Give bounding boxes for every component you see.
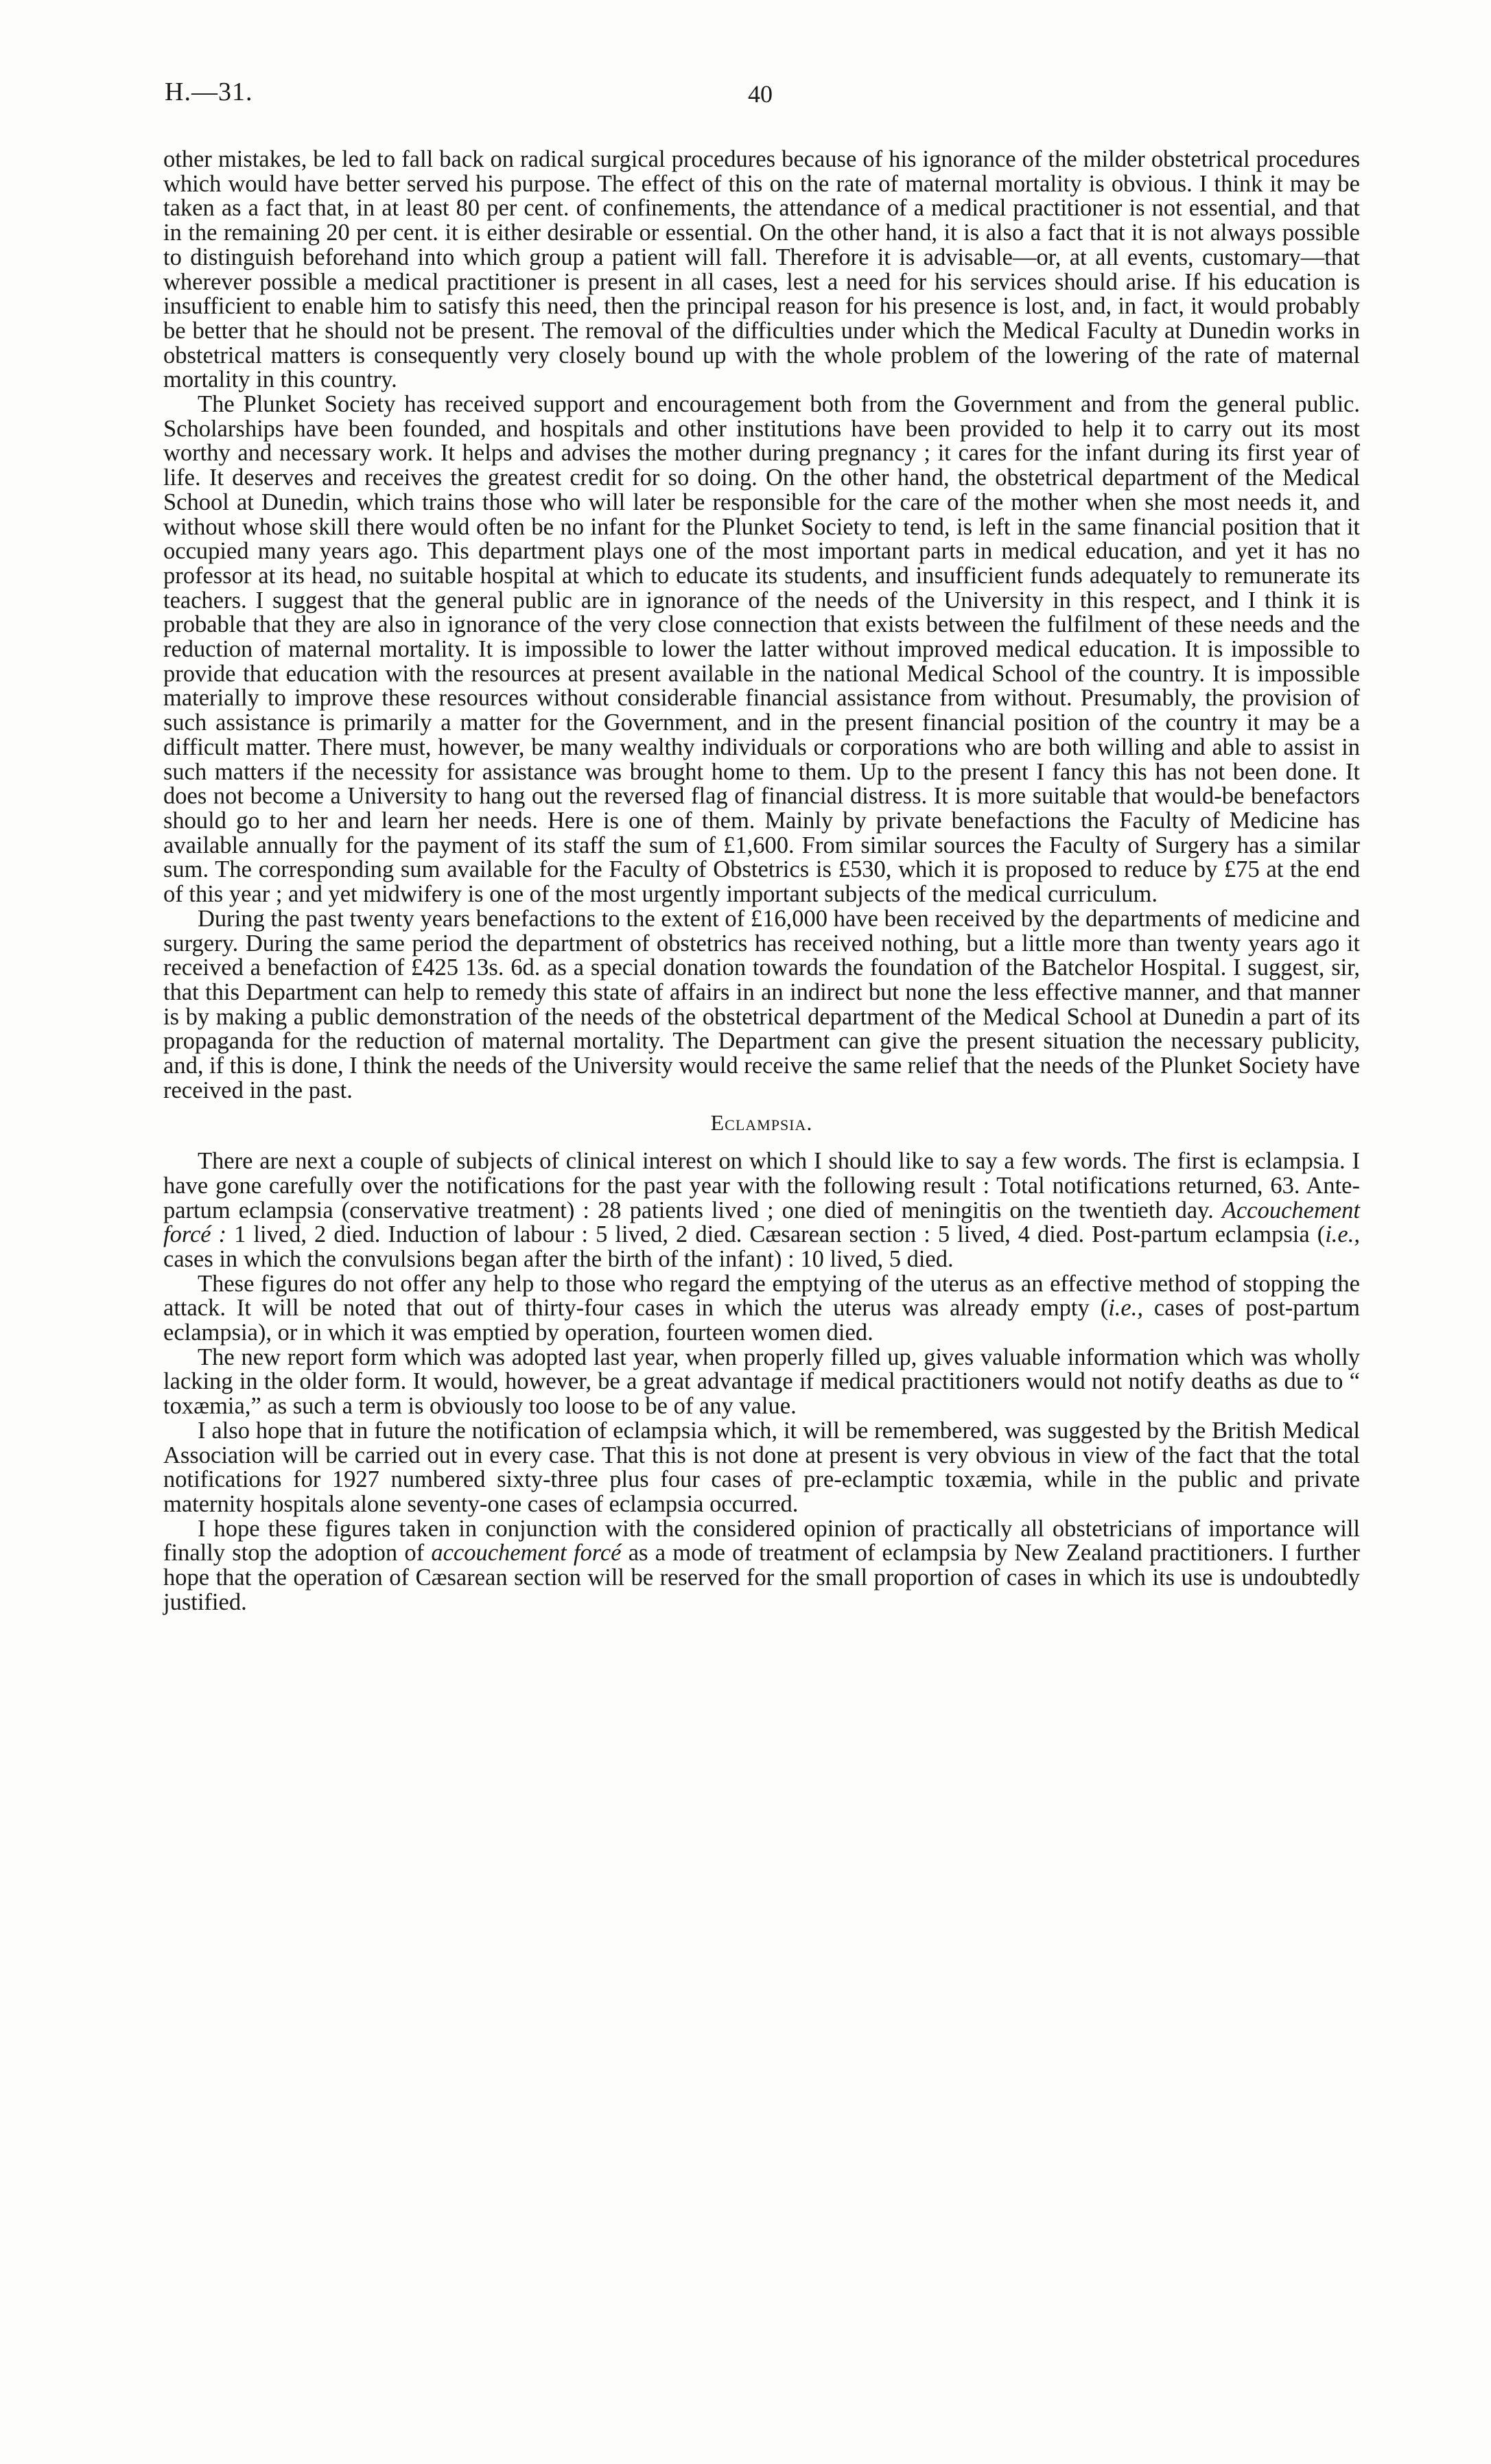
page-header [165, 77, 1359, 118]
paragraph-benefactions: During the past twenty years benefactions to the extent of £16,000 have been received by the departments of medicine and surgery. During the same period the department of obstetrics has received nothing, but a little more than twenty years ago it received a benefaction of £425 13s. 6d. as a special donation towards the foundation of the Batchelor Hospital. I suggest, sir, that this Department can help to remedy this state of affairs in an indirect but none the less effective manner, and that manner is by making a public demonstration of the needs of the obstetrical department of the Medical School at Dunedin a part of its propaganda for the reduction of maternal mortality. The Department can give the present situation the necessary publicity, and, if this is done, I think the needs of the University would receive the same relief that the needs of the Plunket Society have received in the past. [163, 905, 1360, 1103]
document-code: H.—31. [165, 78, 253, 106]
page-number: 40 [748, 80, 773, 108]
paragraph-eclampsia-notifications [163, 1149, 1360, 1272]
ie-abbreviation: i.e., [1325, 1221, 1360, 1248]
section-heading-eclampsia: Eclampsia. [710, 1110, 813, 1136]
figures-tail-text: cases of post-partum eclampsia), or in which it was emptied by operation, fourteen women died. [163, 1295, 1361, 1346]
figures-lead-text: These figures do not offer any help to those who regard the emptying of the uterus as an effective method of stopping the attack. It will be noted that out of thirty-four cases in which the uterus was already empty ( [163, 1270, 1360, 1322]
paragraph-plunket-society: The Plunket Society has received support and encouragement both from the Government and from the general public. Scholarships have been founded, and hospitals and other institutions have been provided to help it to carry out its most worthy and necessary work. It helps and advises the mother during pregnancy ; it cares for the infant during its first year of life. It deserves and receives the greatest credit for so doing. On the other hand, the obstetrical department of the Medical School at Dunedin, which trains those who will later be responsible for the care of the mother when she most needs it, and without whose skill there would often be no infant for the Plunket Society to tend, is left in the same financial position that it occupied many years ago. This department plays one of the most important parts in medical education, and yet it has no professor at its head, no suitable hospital at which to educate its students, and insufficient funds adequately to remunerate its teachers. I suggest that the general public are in ignorance of the needs of the University in this respect, and I think it is probable that they are also in ignorance of the very close connection that exists between the fulfilment of these needs and the reduction of maternal mortality. It is impossible to lower the latter without improved medical education. It is impossible to provide that education with the resources at present available in the national Medical School of the country. It is impossible materially to improve these resources without considerable financial assistance from without. Presumably, the provision of such assistance is primarily a matter for the Government, and in the present financial position of the country it may be a difficult matter. There must, however, be many wealthy individuals or corporations who are both willing and able to assist in such matters if the necessity for assistance was brought home to them. Up to the present I fancy this has not been done. It does not become a University to hang out the reversed flag of financial distress. It is more suitable that would-be benefactors should go to her and learn her needs. Here is one of them. Mainly by private benefactions the Faculty of Medicine has available annually for the payment of its staff the sum of £1,600. From similar sources the Faculty of Surgery has a similar sum. The corresponding sum available for the Faculty of Obstetrics is £530, which it is proposed to reduce by £75 at the end of this year ; and yet midwifery is one of the most urgently important subjects of the medical curriculum. [163, 391, 1360, 908]
eclampsia-lead-text: There are next a couple of subjects of clinical interest on which I should like to say a few words. The first is eclampsia. I have gone carefully over the notifications for the past year with the following result : Total notifications returned, 63. Ante-partum eclampsia (conservative treatment) : 28 patients lived ; one died of meningitis on the twentieth day. [163, 1148, 1360, 1223]
conclusion-tail-text: as a mode of treatment of eclampsia by New Zealand practitioners. I further hope that the operation of Cæsarean section will be reserved for the small proportion of cases in which its use is undoubtedly justified. [163, 1540, 1361, 1615]
ie-abbreviation: i.e., [1108, 1295, 1143, 1322]
conclusion-lead-text: I hope these figures taken in conjunction with the considered opinion of practically all obstetricians of importance will finally stop the adoption of [163, 1515, 1360, 1567]
paragraph-conclusion [163, 1517, 1360, 1615]
paragraph-notification: I also hope that in future the notification of eclampsia which, it will be remembered, was suggested by the British Medical Association will be carried out in every case. That this is not done at present is very obvious in view of the fact that the total notifications for 1927 numbered sixty-three plus four cases of pre-eclamptic toxæmia, while in the public and private maternity hospitals alone seventy-one cases of eclampsia occurred. [163, 1417, 1360, 1517]
paragraph-continued: other mistakes, be led to fall back on radical surgical procedures because of his ignorance of the milder obstetrical procedures which would have better served his purpose. The effect of this on the rate of maternal mortality is obvious. I think it may be taken as a fact that, in at least 80 per cent. of confinements, the attendance of a medical practitioner is not essential, and that in the remaining 20 per cent. it is either desirable or essential. On the other hand, it is also a fact that it is not always possible to distinguish beforehand into which group a patient will fall. Therefore it is advisable—or, at all events, customary—that wherever possible a medical practitioner is present in all cases, lest a need for his services should arise. If his education is insufficient to enable him to satisfy this need, then the principal reason for his presence is lost, and, in fact, it would probably be better that he should not be present. The removal of the difficulties under which the Medical Faculty at Dunedin works in obstetrical matters is consequently very closely bound up with the whole problem of the lowering of the rate of maternal mortality in this country. [163, 146, 1360, 393]
paragraph-figures [163, 1272, 1360, 1346]
paragraph-report-form: The new report form which was adopted last year, when properly filled up, gives valuable information which was wholly lacking in the older form. It would, however, be a great advantage if medical practitioners would not notify deaths as due to “ toxæmia,” as such a term is obviously too loose to be of any value. [163, 1344, 1360, 1420]
body-text [163, 148, 1360, 1615]
accouchement-force-term: accouchement forcé [431, 1540, 622, 1567]
eclampsia-tail-text: cases in which the convulsions began after the birth of the infant) : 10 lived, 5 died. [163, 1245, 954, 1272]
eclampsia-results-text: 1 lived, 2 died. Induction of labour : 5 lived, 2 died. Cæsarean section : 5 lived, 4 died. Post-partum eclampsia ( [234, 1221, 1326, 1248]
accouchement-force-label: Accouchement forcé : [163, 1197, 1361, 1248]
